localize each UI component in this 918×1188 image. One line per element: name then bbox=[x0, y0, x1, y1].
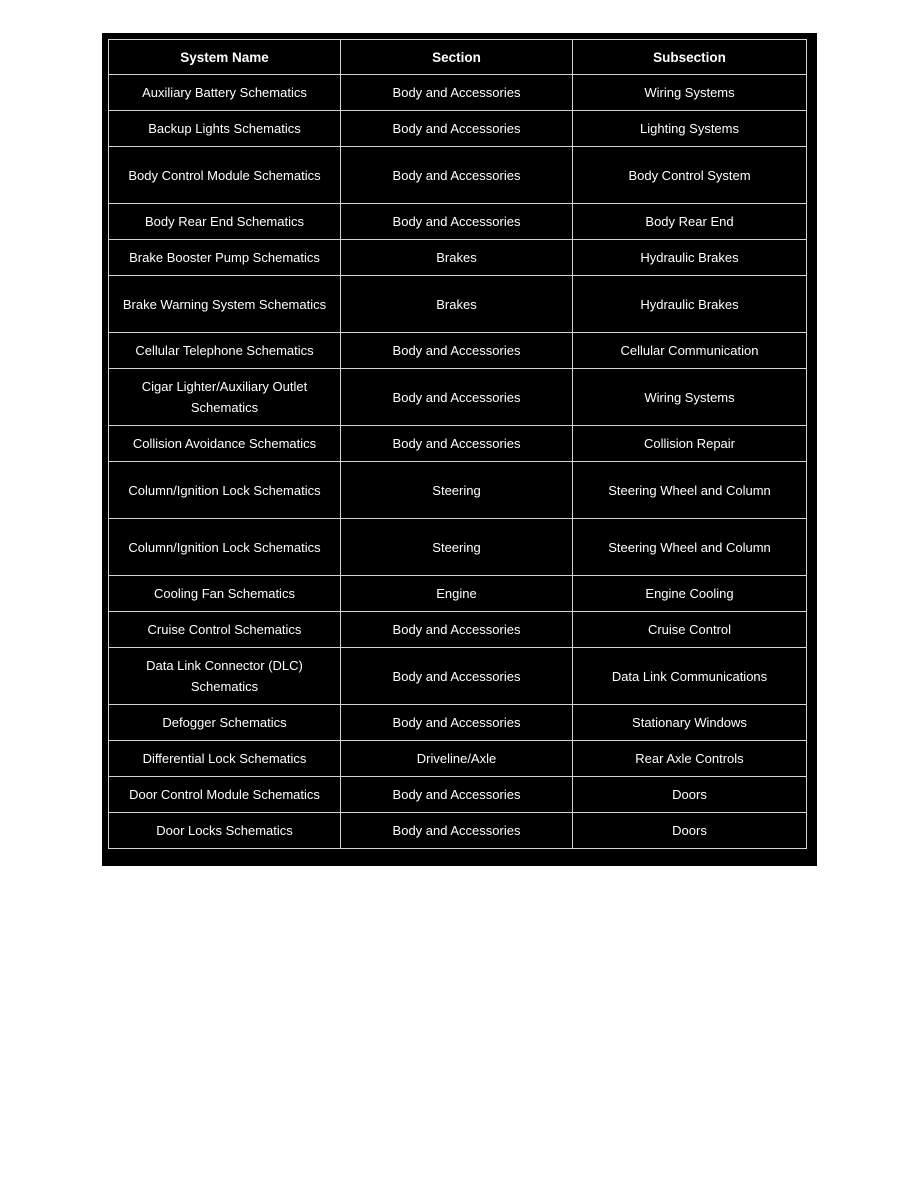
section-cell: Body and Accessories bbox=[341, 75, 573, 111]
section-cell: Body and Accessories bbox=[341, 147, 573, 204]
system-name-cell: Brake Booster Pump Schematics bbox=[109, 240, 341, 276]
table-header-row bbox=[109, 40, 807, 75]
header-section: Section bbox=[341, 40, 573, 75]
system-name-cell: Data Link Connector (DLC) Schematics bbox=[109, 648, 341, 705]
system-name-cell: Column/Ignition Lock Schematics bbox=[109, 462, 341, 519]
subsection-cell: Hydraulic Brakes bbox=[573, 276, 807, 333]
subsection-cell: Body Control System bbox=[573, 147, 807, 204]
subsection-cell: Engine Cooling bbox=[573, 576, 807, 612]
table-row bbox=[109, 369, 807, 426]
subsection-cell: Body Rear End bbox=[573, 204, 807, 240]
section-cell: Body and Accessories bbox=[341, 369, 573, 426]
table-row bbox=[109, 111, 807, 147]
table-row bbox=[109, 576, 807, 612]
subsection-cell: Collision Repair bbox=[573, 426, 807, 462]
table-row bbox=[109, 741, 807, 777]
subsection-cell: Cruise Control bbox=[573, 612, 807, 648]
subsection-cell: Steering Wheel and Column bbox=[573, 519, 807, 576]
subsection-cell: Doors bbox=[573, 813, 807, 849]
table-row bbox=[109, 276, 807, 333]
table-row bbox=[109, 204, 807, 240]
table-row bbox=[109, 240, 807, 276]
table-row bbox=[109, 519, 807, 576]
system-name-cell: Auxiliary Battery Schematics bbox=[109, 75, 341, 111]
system-name-cell: Door Control Module Schematics bbox=[109, 777, 341, 813]
subsection-cell: Wiring Systems bbox=[573, 369, 807, 426]
subsection-cell: Lighting Systems bbox=[573, 111, 807, 147]
schematics-table-frame bbox=[102, 33, 817, 866]
section-cell: Brakes bbox=[341, 240, 573, 276]
section-cell: Body and Accessories bbox=[341, 777, 573, 813]
table-row bbox=[109, 75, 807, 111]
system-name-cell: Body Control Module Schematics bbox=[109, 147, 341, 204]
table-row bbox=[109, 333, 807, 369]
subsection-cell: Doors bbox=[573, 777, 807, 813]
system-name-cell: Body Rear End Schematics bbox=[109, 204, 341, 240]
system-name-cell: Collision Avoidance Schematics bbox=[109, 426, 341, 462]
section-cell: Body and Accessories bbox=[341, 612, 573, 648]
section-cell: Body and Accessories bbox=[341, 426, 573, 462]
system-name-cell: Door Locks Schematics bbox=[109, 813, 341, 849]
section-cell: Body and Accessories bbox=[341, 333, 573, 369]
table-row bbox=[109, 147, 807, 204]
system-name-cell: Cooling Fan Schematics bbox=[109, 576, 341, 612]
section-cell: Driveline/Axle bbox=[341, 741, 573, 777]
section-cell: Brakes bbox=[341, 276, 573, 333]
system-name-cell: Column/Ignition Lock Schematics bbox=[109, 519, 341, 576]
subsection-cell: Hydraulic Brakes bbox=[573, 240, 807, 276]
system-name-cell: Cruise Control Schematics bbox=[109, 612, 341, 648]
table-row bbox=[109, 813, 807, 849]
subsection-cell: Rear Axle Controls bbox=[573, 741, 807, 777]
table-row bbox=[109, 777, 807, 813]
system-name-cell: Cigar Lighter/Auxiliary Outlet Schematics bbox=[109, 369, 341, 426]
table-row bbox=[109, 462, 807, 519]
section-cell: Body and Accessories bbox=[341, 705, 573, 741]
subsection-cell: Stationary Windows bbox=[573, 705, 807, 741]
system-name-cell: Backup Lights Schematics bbox=[109, 111, 341, 147]
subsection-cell: Wiring Systems bbox=[573, 75, 807, 111]
subsection-cell: Data Link Communications bbox=[573, 648, 807, 705]
system-name-cell: Brake Warning System Schematics bbox=[109, 276, 341, 333]
system-name-cell: Differential Lock Schematics bbox=[109, 741, 341, 777]
schematics-table bbox=[108, 39, 807, 849]
system-name-cell: Defogger Schematics bbox=[109, 705, 341, 741]
subsection-cell: Steering Wheel and Column bbox=[573, 462, 807, 519]
table-row bbox=[109, 705, 807, 741]
table-row bbox=[109, 648, 807, 705]
header-subsection: Subsection bbox=[573, 40, 807, 75]
section-cell: Steering bbox=[341, 462, 573, 519]
section-cell: Body and Accessories bbox=[341, 204, 573, 240]
section-cell: Body and Accessories bbox=[341, 813, 573, 849]
table-row bbox=[109, 426, 807, 462]
section-cell: Steering bbox=[341, 519, 573, 576]
subsection-cell: Cellular Communication bbox=[573, 333, 807, 369]
section-cell: Body and Accessories bbox=[341, 648, 573, 705]
section-cell: Engine bbox=[341, 576, 573, 612]
header-system-name: System Name bbox=[109, 40, 341, 75]
section-cell: Body and Accessories bbox=[341, 111, 573, 147]
table-row bbox=[109, 612, 807, 648]
system-name-cell: Cellular Telephone Schematics bbox=[109, 333, 341, 369]
